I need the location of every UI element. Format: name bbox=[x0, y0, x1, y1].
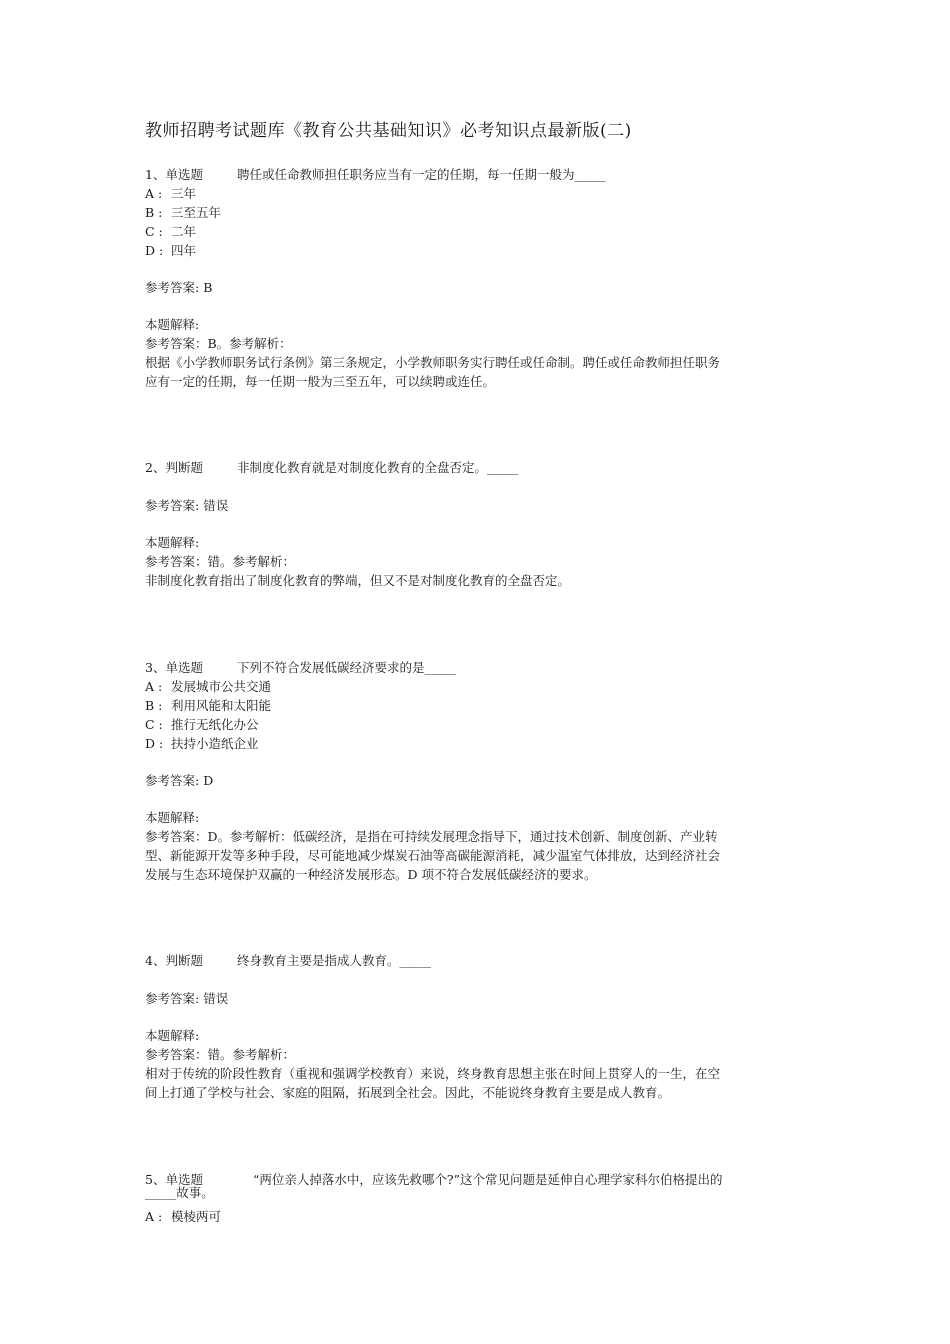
question-4-explanation-line: 参考答案：错。参考解析： bbox=[145, 1047, 296, 1062]
question-1-option-d bbox=[145, 241, 196, 260]
question-1-explanation-label: 本题解释: bbox=[145, 317, 200, 332]
option-letter: D : bbox=[145, 736, 164, 751]
question-3-explanation-line: 参考答案：D。参考解析：低碳经济，是指在可持续发展理念指导下，通过技术创新、制度创新、产业转 bbox=[145, 829, 718, 844]
option-letter: A : bbox=[145, 186, 163, 201]
question-3-explanation-line: 发展与生态环境保护双赢的一种经济发展形态。D 项不符合发展低碳经济的要求。 bbox=[145, 867, 597, 882]
option-letter: B : bbox=[145, 698, 163, 713]
question-2-answer bbox=[145, 496, 228, 515]
question-1-option-b bbox=[145, 203, 221, 222]
question-3-answer bbox=[145, 771, 213, 790]
question-4-number: 4、判断题 bbox=[145, 953, 203, 968]
answer-label: 参考答案: bbox=[145, 991, 204, 1006]
question-2-explanation-line: 参考答案：错。参考解析： bbox=[145, 554, 296, 569]
option-text: 扶持小造纸企业 bbox=[171, 736, 259, 751]
option-text: 四年 bbox=[171, 243, 197, 258]
question-3-option-d bbox=[145, 734, 259, 753]
option-text: 三年 bbox=[171, 186, 197, 201]
question-1-answer bbox=[145, 278, 212, 297]
question-4-stem: 终身教育主要是指成人教育。_____ bbox=[237, 953, 431, 968]
answer-label: 参考答案: bbox=[145, 773, 204, 788]
question-3-explanation-line: 型、新能源开发等多种手段，尽可能地减少煤炭石油等高碳能源消耗，减少温室气体排放，达到经济社会 bbox=[145, 848, 721, 863]
question-3-header bbox=[145, 658, 456, 677]
question-3-stem: 下列不符合发展低碳经济要求的是_____ bbox=[237, 660, 456, 675]
question-3-option-a bbox=[145, 677, 271, 696]
option-letter: C : bbox=[145, 224, 163, 239]
question-3-explanation-label: 本题解释: bbox=[145, 810, 200, 825]
question-2-header bbox=[145, 458, 518, 477]
question-3-option-b bbox=[145, 696, 271, 715]
question-1-option-c bbox=[145, 222, 196, 241]
answer-value: D bbox=[203, 773, 214, 788]
answer-value: B bbox=[203, 280, 213, 295]
option-letter: D : bbox=[145, 243, 164, 258]
question-3-number: 3、单选题 bbox=[145, 660, 203, 675]
question-2-stem: 非制度化教育就是对制度化教育的全盘否定。_____ bbox=[237, 460, 519, 475]
question-1-explanation-line: 根据《小学教师职务试行条例》第三条规定，小学教师职务实行聘任或任命制。聘任或任命教师担任职务 bbox=[145, 355, 721, 370]
question-2-explanation-line: 非制度化教育指出了制度化教育的弊端，但又不是对制度化教育的全盘否定。 bbox=[145, 573, 571, 588]
option-text: 利用风能和太阳能 bbox=[171, 698, 272, 713]
option-text: 推行无纸化办公 bbox=[171, 717, 259, 732]
question-1-header bbox=[145, 165, 606, 184]
option-text: 发展城市公共交通 bbox=[171, 679, 272, 694]
question-4-explanation-label: 本题解释: bbox=[145, 1028, 200, 1043]
option-text: 三至五年 bbox=[171, 205, 222, 220]
question-4-header bbox=[145, 951, 431, 970]
answer-label: 参考答案: bbox=[145, 280, 204, 295]
question-1-explanation-line: 应有一定的任期，每一任期一般为三至五年，可以续聘或连任。 bbox=[145, 374, 496, 389]
option-letter: A : bbox=[145, 1209, 163, 1224]
question-5-stem-continued: _____故事。 bbox=[145, 1185, 214, 1200]
answer-label: 参考答案: bbox=[145, 498, 204, 513]
question-4-answer bbox=[145, 989, 228, 1008]
question-5-number: 5、单选题 bbox=[145, 1172, 203, 1187]
question-1-stem: 聘任或任命教师担任职务应当有一定的任期，每一任期一般为_____ bbox=[237, 167, 606, 182]
question-1-option-a bbox=[145, 184, 196, 203]
option-letter: B : bbox=[145, 205, 163, 220]
question-2-explanation-label: 本题解释: bbox=[145, 535, 200, 550]
question-4-explanation-line: 间上打通了学校与社会、家庭的阻隔，拓展到全社会。因此，不能说终身教育主要是成人教育。 bbox=[145, 1085, 671, 1100]
question-5-option-a bbox=[145, 1207, 221, 1226]
answer-value: 错误 bbox=[203, 498, 229, 513]
question-2-number: 2、判断题 bbox=[145, 460, 203, 475]
question-1-explanation-line: 参考答案：B。参考解析： bbox=[145, 336, 292, 351]
question-5-stem: “两位亲人掉落水中，应该先救哪个?”这个常见问题是延伸自心理学家科尔伯格提出的 bbox=[253, 1172, 723, 1187]
question-4-explanation-line: 相对于传统的阶段性教育（重视和强调学校教育）来说，终身教育思想主张在时间上贯穿人的一生，在空 bbox=[145, 1066, 721, 1081]
option-letter: A : bbox=[145, 679, 163, 694]
question-1-number: 1、单选题 bbox=[145, 167, 203, 182]
option-text: 二年 bbox=[171, 224, 197, 239]
question-5-header bbox=[145, 1170, 722, 1189]
page-title: 教师招聘考试题库《教育公共基础知识》必考知识点最新版(二) bbox=[145, 121, 632, 141]
option-letter: C : bbox=[145, 717, 163, 732]
option-text: 模棱两可 bbox=[171, 1209, 222, 1224]
answer-value: 错误 bbox=[203, 991, 229, 1006]
question-3-option-c bbox=[145, 715, 259, 734]
